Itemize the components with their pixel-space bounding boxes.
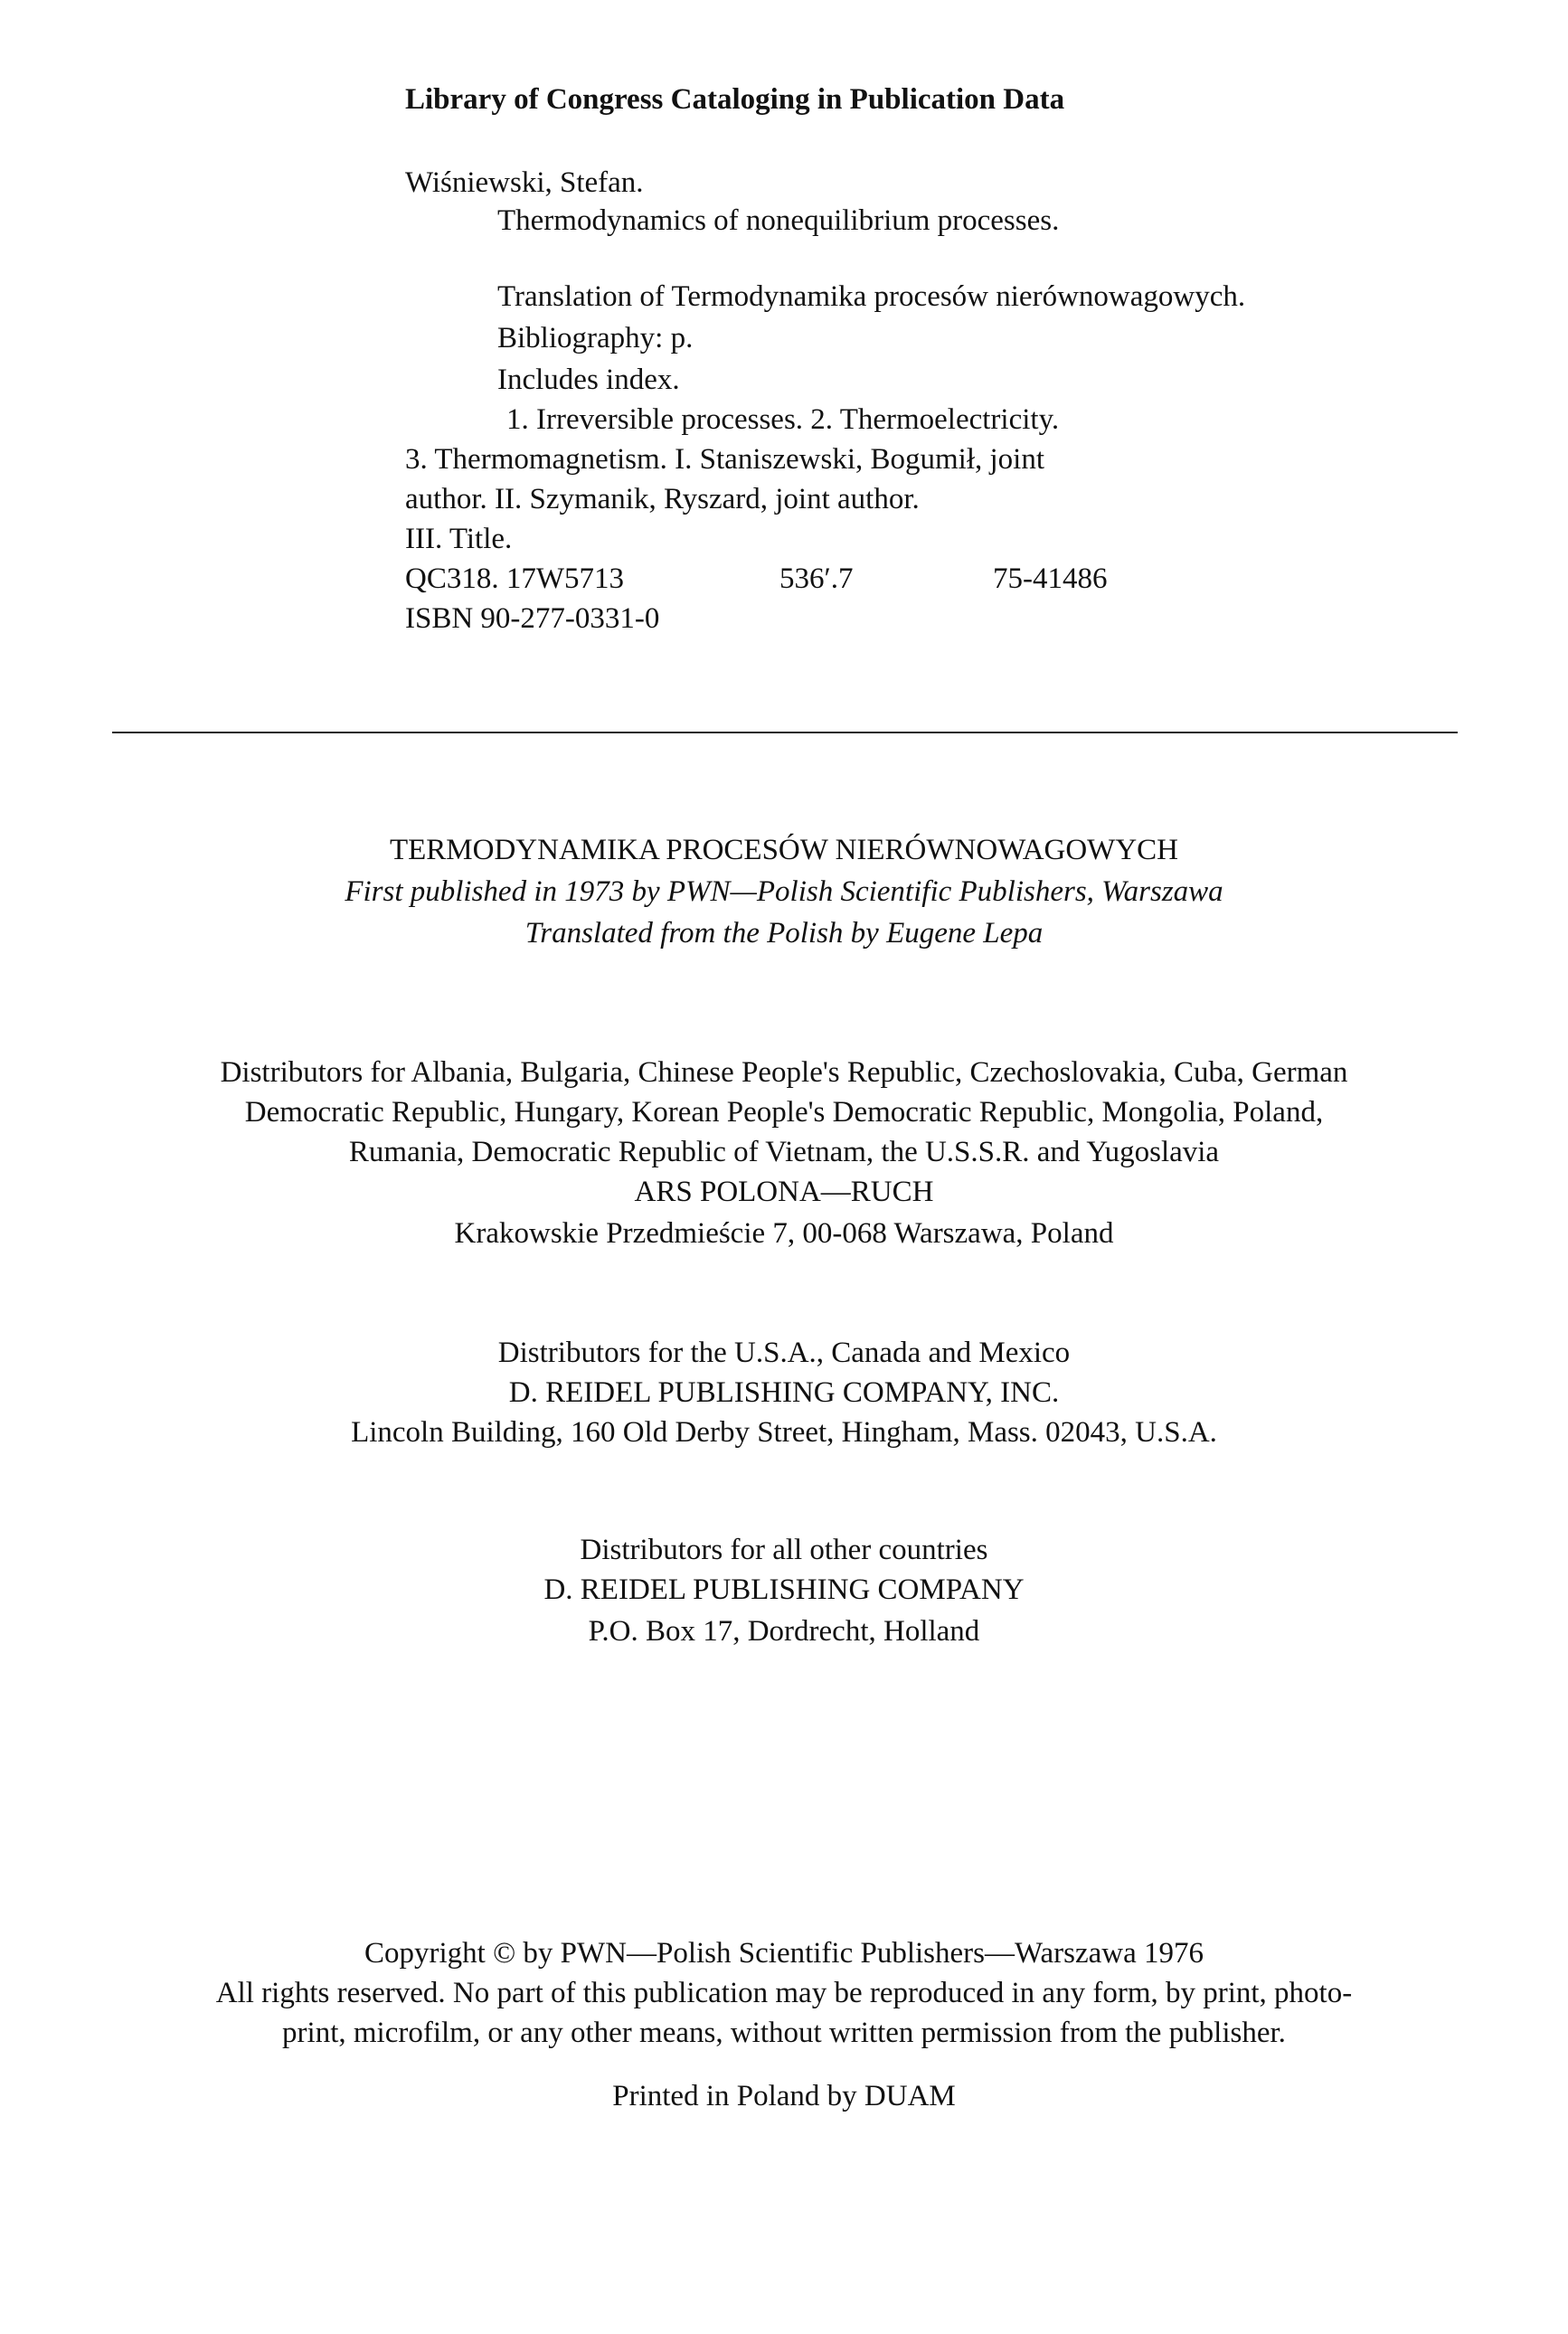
cip-index-note: Includes index.: [497, 364, 680, 396]
copyright-notice: Copyright © by PWN—Polish Scientific Publishers—Warszawa 1976: [364, 1937, 1204, 1970]
divider-rule: [112, 732, 1458, 733]
cip-subjects-line-4: III. Title.: [405, 523, 513, 555]
distributors-other-address: P.O. Box 17, Dordrecht, Holland: [588, 1615, 980, 1648]
rights-reserved-line-2: print, microfilm, or any other means, without written permission from the publisher.: [282, 2017, 1286, 2049]
distributors-east-line-1: Distributors for Albania, Bulgaria, Chinese People's Republic, Czechoslovakia, Cuba, German: [220, 1056, 1348, 1089]
distributors-east-address: Krakowskie Przedmieście 7, 00-068 Warszawa, Poland: [454, 1217, 1114, 1250]
rights-reserved-line-1: All rights reserved. No part of this publication may be reproduced in any form, by print, photo-: [215, 1977, 1353, 2009]
cip-dewey-number: 536′.7: [779, 562, 854, 595]
cip-translation-note: Translation of Termodynamika procesów nierównowagowych.: [497, 280, 1246, 313]
translator-note: Translated from the Polish by Eugene Lepa: [524, 917, 1044, 950]
distributors-usa-line-1: Distributors for the U.S.A., Canada and Mexico: [497, 1337, 1071, 1369]
cip-call-number: QC318. 17W5713: [405, 562, 624, 595]
cip-subjects-line-1: 1. Irreversible processes. 2. Thermoelectricity.: [506, 403, 1060, 436]
cip-lccn: 75-41486: [993, 562, 1108, 595]
original-title: TERMODYNAMIKA PROCESÓW NIERÓWNOWAGOWYCH: [389, 834, 1179, 866]
distributors-east-name: ARS POLONA—RUCH: [634, 1176, 934, 1208]
original-publication-note: First published in 1973 by PWN—Polish Scientific Publishers, Warszawa: [345, 875, 1223, 908]
distributors-usa-address: Lincoln Building, 160 Old Derby Street, Hingham, Mass. 02043, U.S.A.: [351, 1416, 1217, 1449]
distributors-usa-name: D. REIDEL PUBLISHING COMPANY, INC.: [508, 1376, 1060, 1409]
distributors-other-name: D. REIDEL PUBLISHING COMPANY: [543, 1573, 1025, 1606]
cip-title: Thermodynamics of nonequilibrium processes.: [497, 204, 1060, 237]
distributors-east-line-2: Democratic Republic, Hungary, Korean People's Democratic Republic, Mongolia, Poland,: [244, 1096, 1324, 1129]
cip-bibliography: Bibliography: p.: [497, 322, 694, 354]
printer-note: Printed in Poland by DUAM: [612, 2080, 956, 2112]
distributors-east-line-3: Rumania, Democratic Republic of Vietnam, the U.S.S.R. and Yugoslavia: [348, 1136, 1220, 1168]
cip-heading: Library of Congress Cataloging in Publication Data: [405, 83, 1065, 116]
cip-subjects-line-3: author. II. Szymanik, Ryszard, joint author.: [405, 483, 920, 515]
cip-author: Wiśniewski, Stefan.: [405, 166, 644, 199]
cip-subjects-line-2: 3. Thermomagnetism. I. Staniszewski, Bogumił, joint: [405, 443, 1045, 476]
distributors-other-line-1: Distributors for all other countries: [580, 1534, 988, 1566]
cip-isbn: ISBN 90-277-0331-0: [405, 602, 660, 635]
